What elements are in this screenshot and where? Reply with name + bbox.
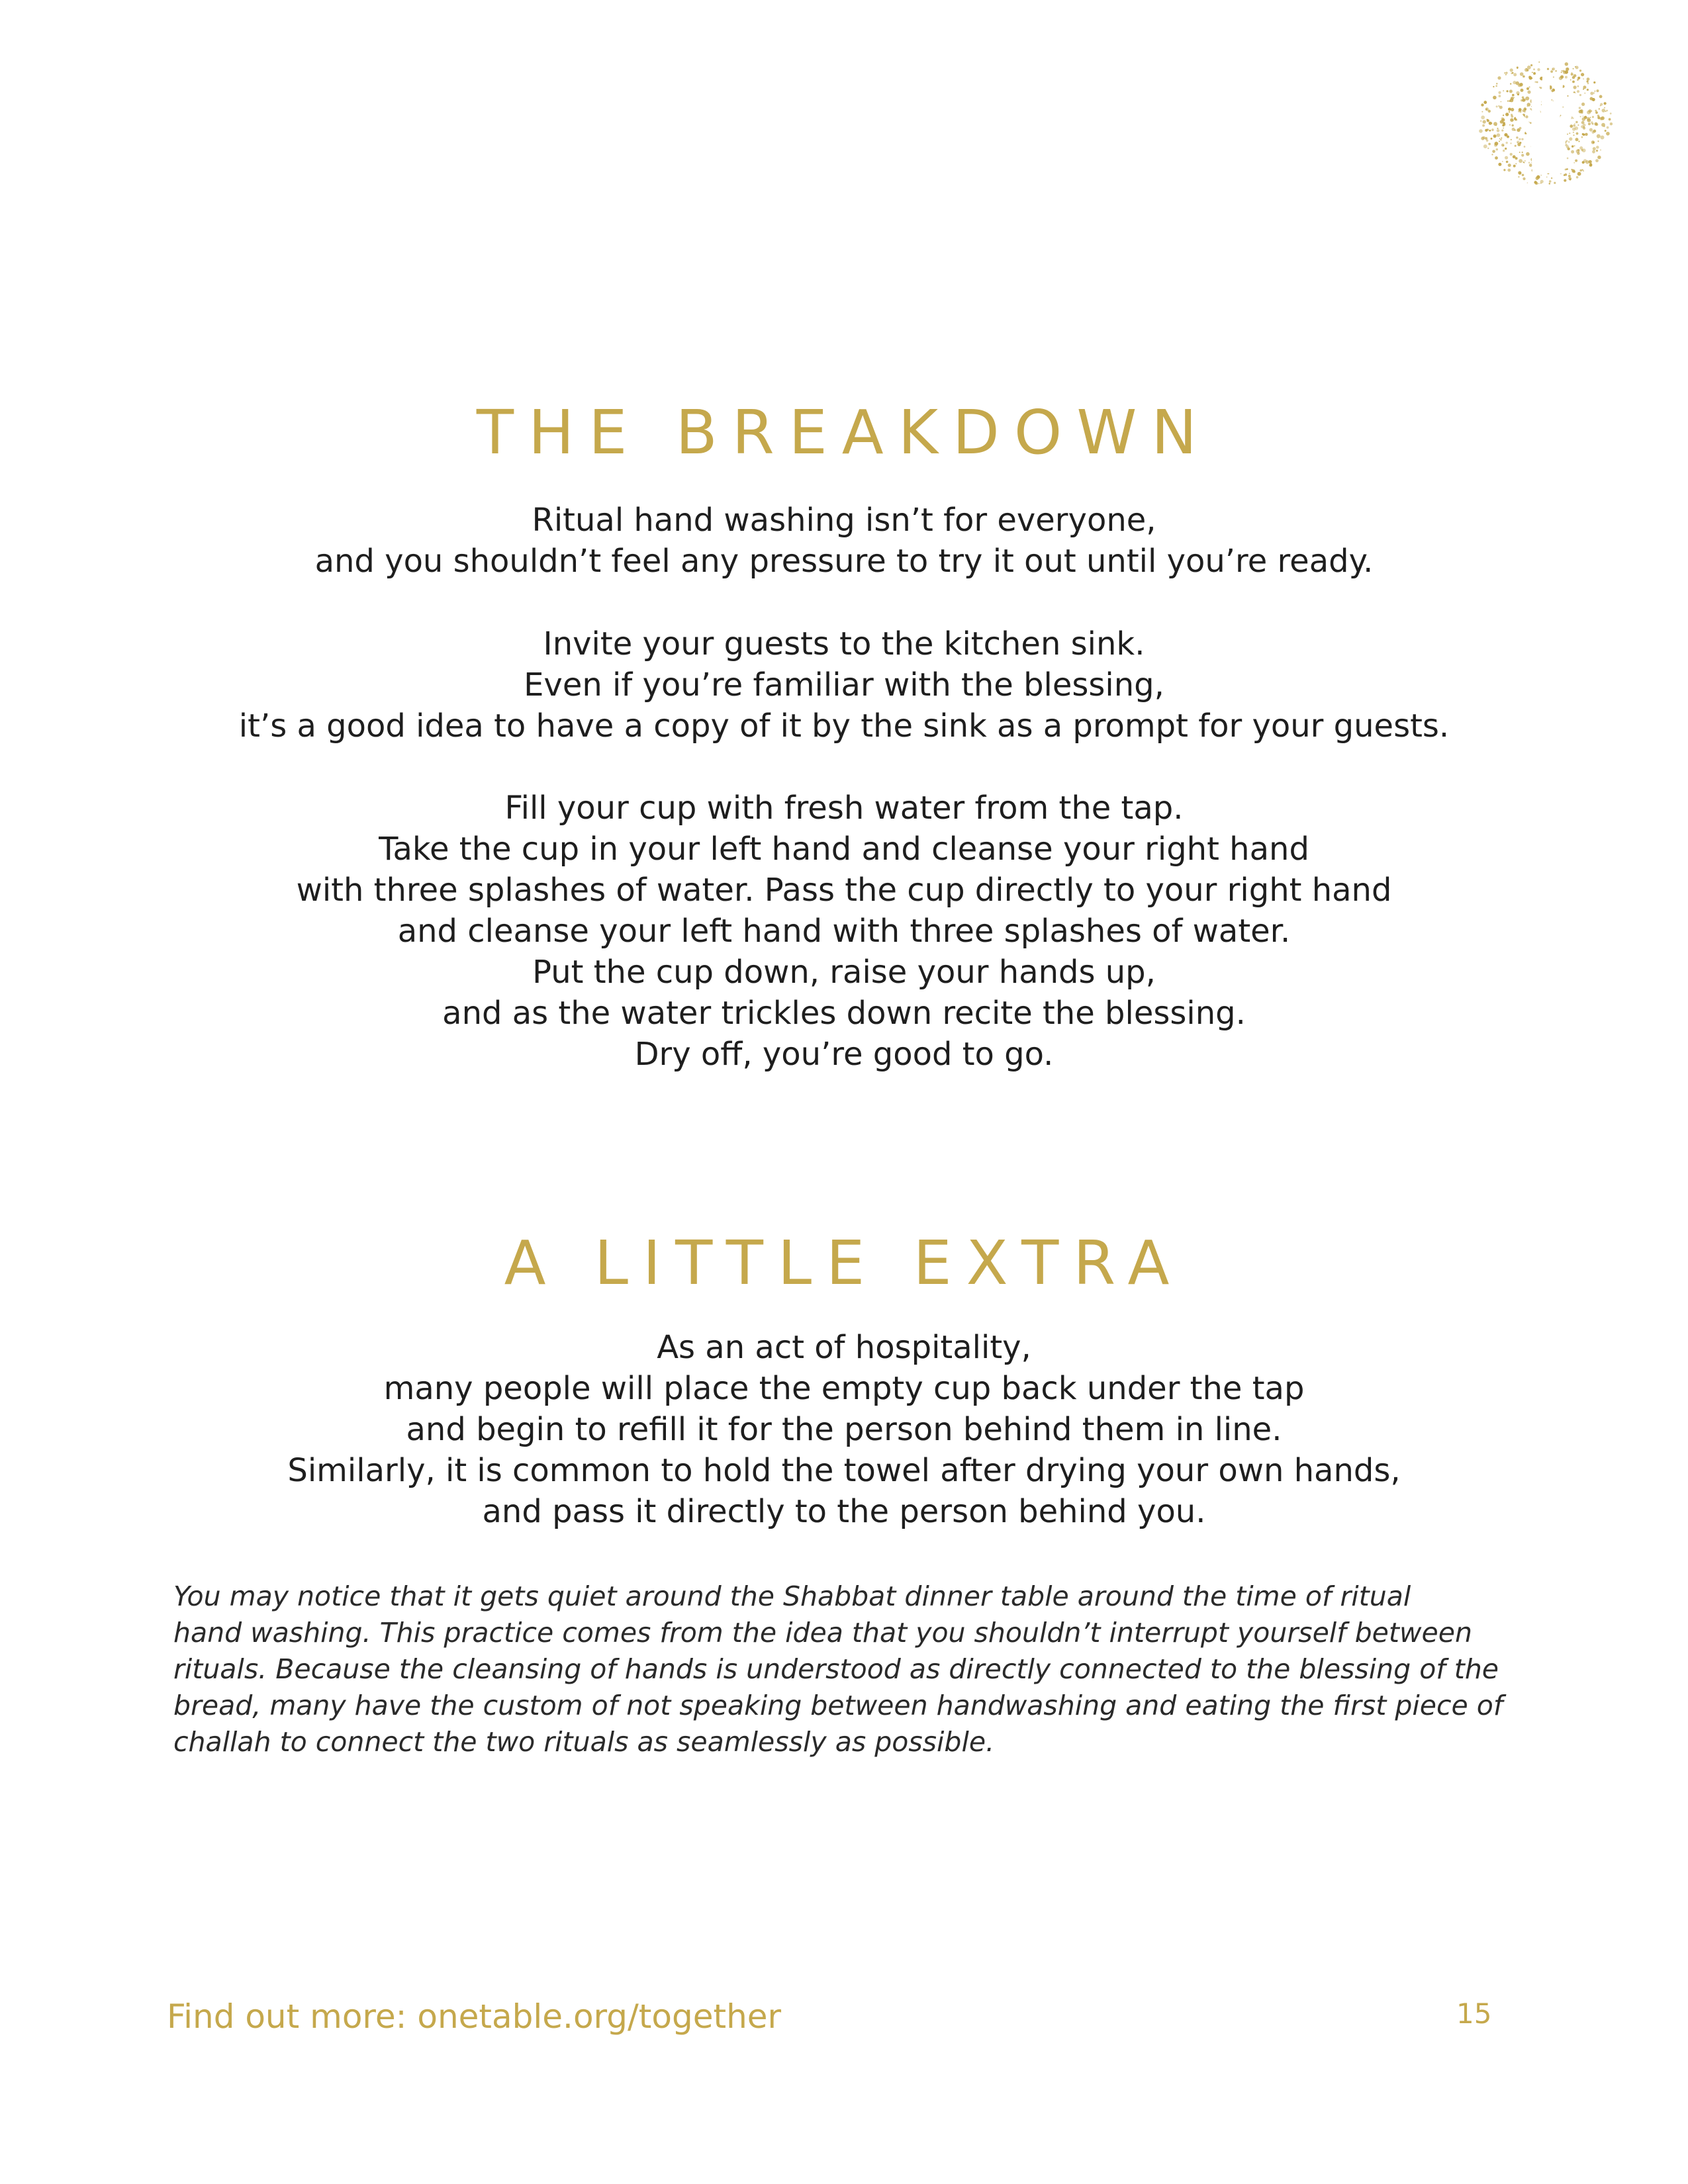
- extra-title: A LITTLE EXTRA: [504, 1228, 1184, 1298]
- breakdown-title: THE BREAKDOWN: [476, 397, 1212, 468]
- text-line: Ritual hand washing isn’t for everyone,: [532, 502, 1156, 539]
- note-line: bread, many have the custom of not speaking between handwashing and eating the first piece of: [173, 1690, 1503, 1721]
- note-line: hand washing. This practice comes from the idea that you shouldn’t interrupt yourself between: [173, 1617, 1472, 1649]
- text-line: Even if you’re familiar with the blessing,: [524, 666, 1164, 704]
- breakdown-paragraph-3: [132, 788, 1556, 1075]
- text-line: many people will place the empty cup back under the tap: [383, 1370, 1305, 1407]
- text-line: with three splashes of water. Pass the cup directly to your right hand: [296, 872, 1392, 909]
- text-line: and cleanse your left hand with three splashes of water.: [397, 913, 1291, 950]
- text-line: Similarly, it is common to hold the towel after drying your own hands,: [287, 1452, 1401, 1489]
- note-line: You may notice that it gets quiet around the Shabbat dinner table around the time of ritual: [173, 1580, 1411, 1612]
- note-line: challah to connect the two rituals as seamlessly as possible.: [173, 1726, 995, 1758]
- text-line: it’s a good idea to have a copy of it by the sink as a prompt for your guests.: [238, 707, 1450, 745]
- italic-note: [173, 1578, 1537, 1760]
- text-line: Put the cup down, raise your hands up,: [532, 954, 1156, 991]
- text-line: and you shouldn’t feel any pressure to try it out until you’re ready.: [314, 543, 1374, 580]
- text-line: and as the water trickles down recite the blessing.: [442, 995, 1246, 1032]
- extra-paragraph: [132, 1327, 1556, 1532]
- text-line: Fill your cup with fresh water from the tap.: [504, 790, 1184, 827]
- text-line: Invite your guests to the kitchen sink.: [543, 625, 1145, 662]
- breakdown-paragraph-1: [132, 500, 1556, 582]
- text-line: Take the cup in your left hand and cleanse your right hand: [379, 831, 1309, 868]
- breakdown-paragraph-2: [132, 623, 1556, 747]
- note-line: rituals. Because the cleansing of hands is understood as directly connected to the blessing of the: [173, 1653, 1499, 1685]
- text-line: Dry off, you’re good to go.: [634, 1036, 1054, 1073]
- text-line: and begin to refill it for the person behind them in line.: [406, 1411, 1282, 1448]
- page-number: 15: [1456, 1997, 1492, 2030]
- golden-hand-icon: [1470, 53, 1622, 192]
- text-line: and pass it directly to the person behind you.: [482, 1493, 1206, 1530]
- text-line: As an act of hospitality,: [657, 1329, 1031, 1366]
- footer-link[interactable]: Find out more: onetable.org/together: [167, 1997, 782, 2036]
